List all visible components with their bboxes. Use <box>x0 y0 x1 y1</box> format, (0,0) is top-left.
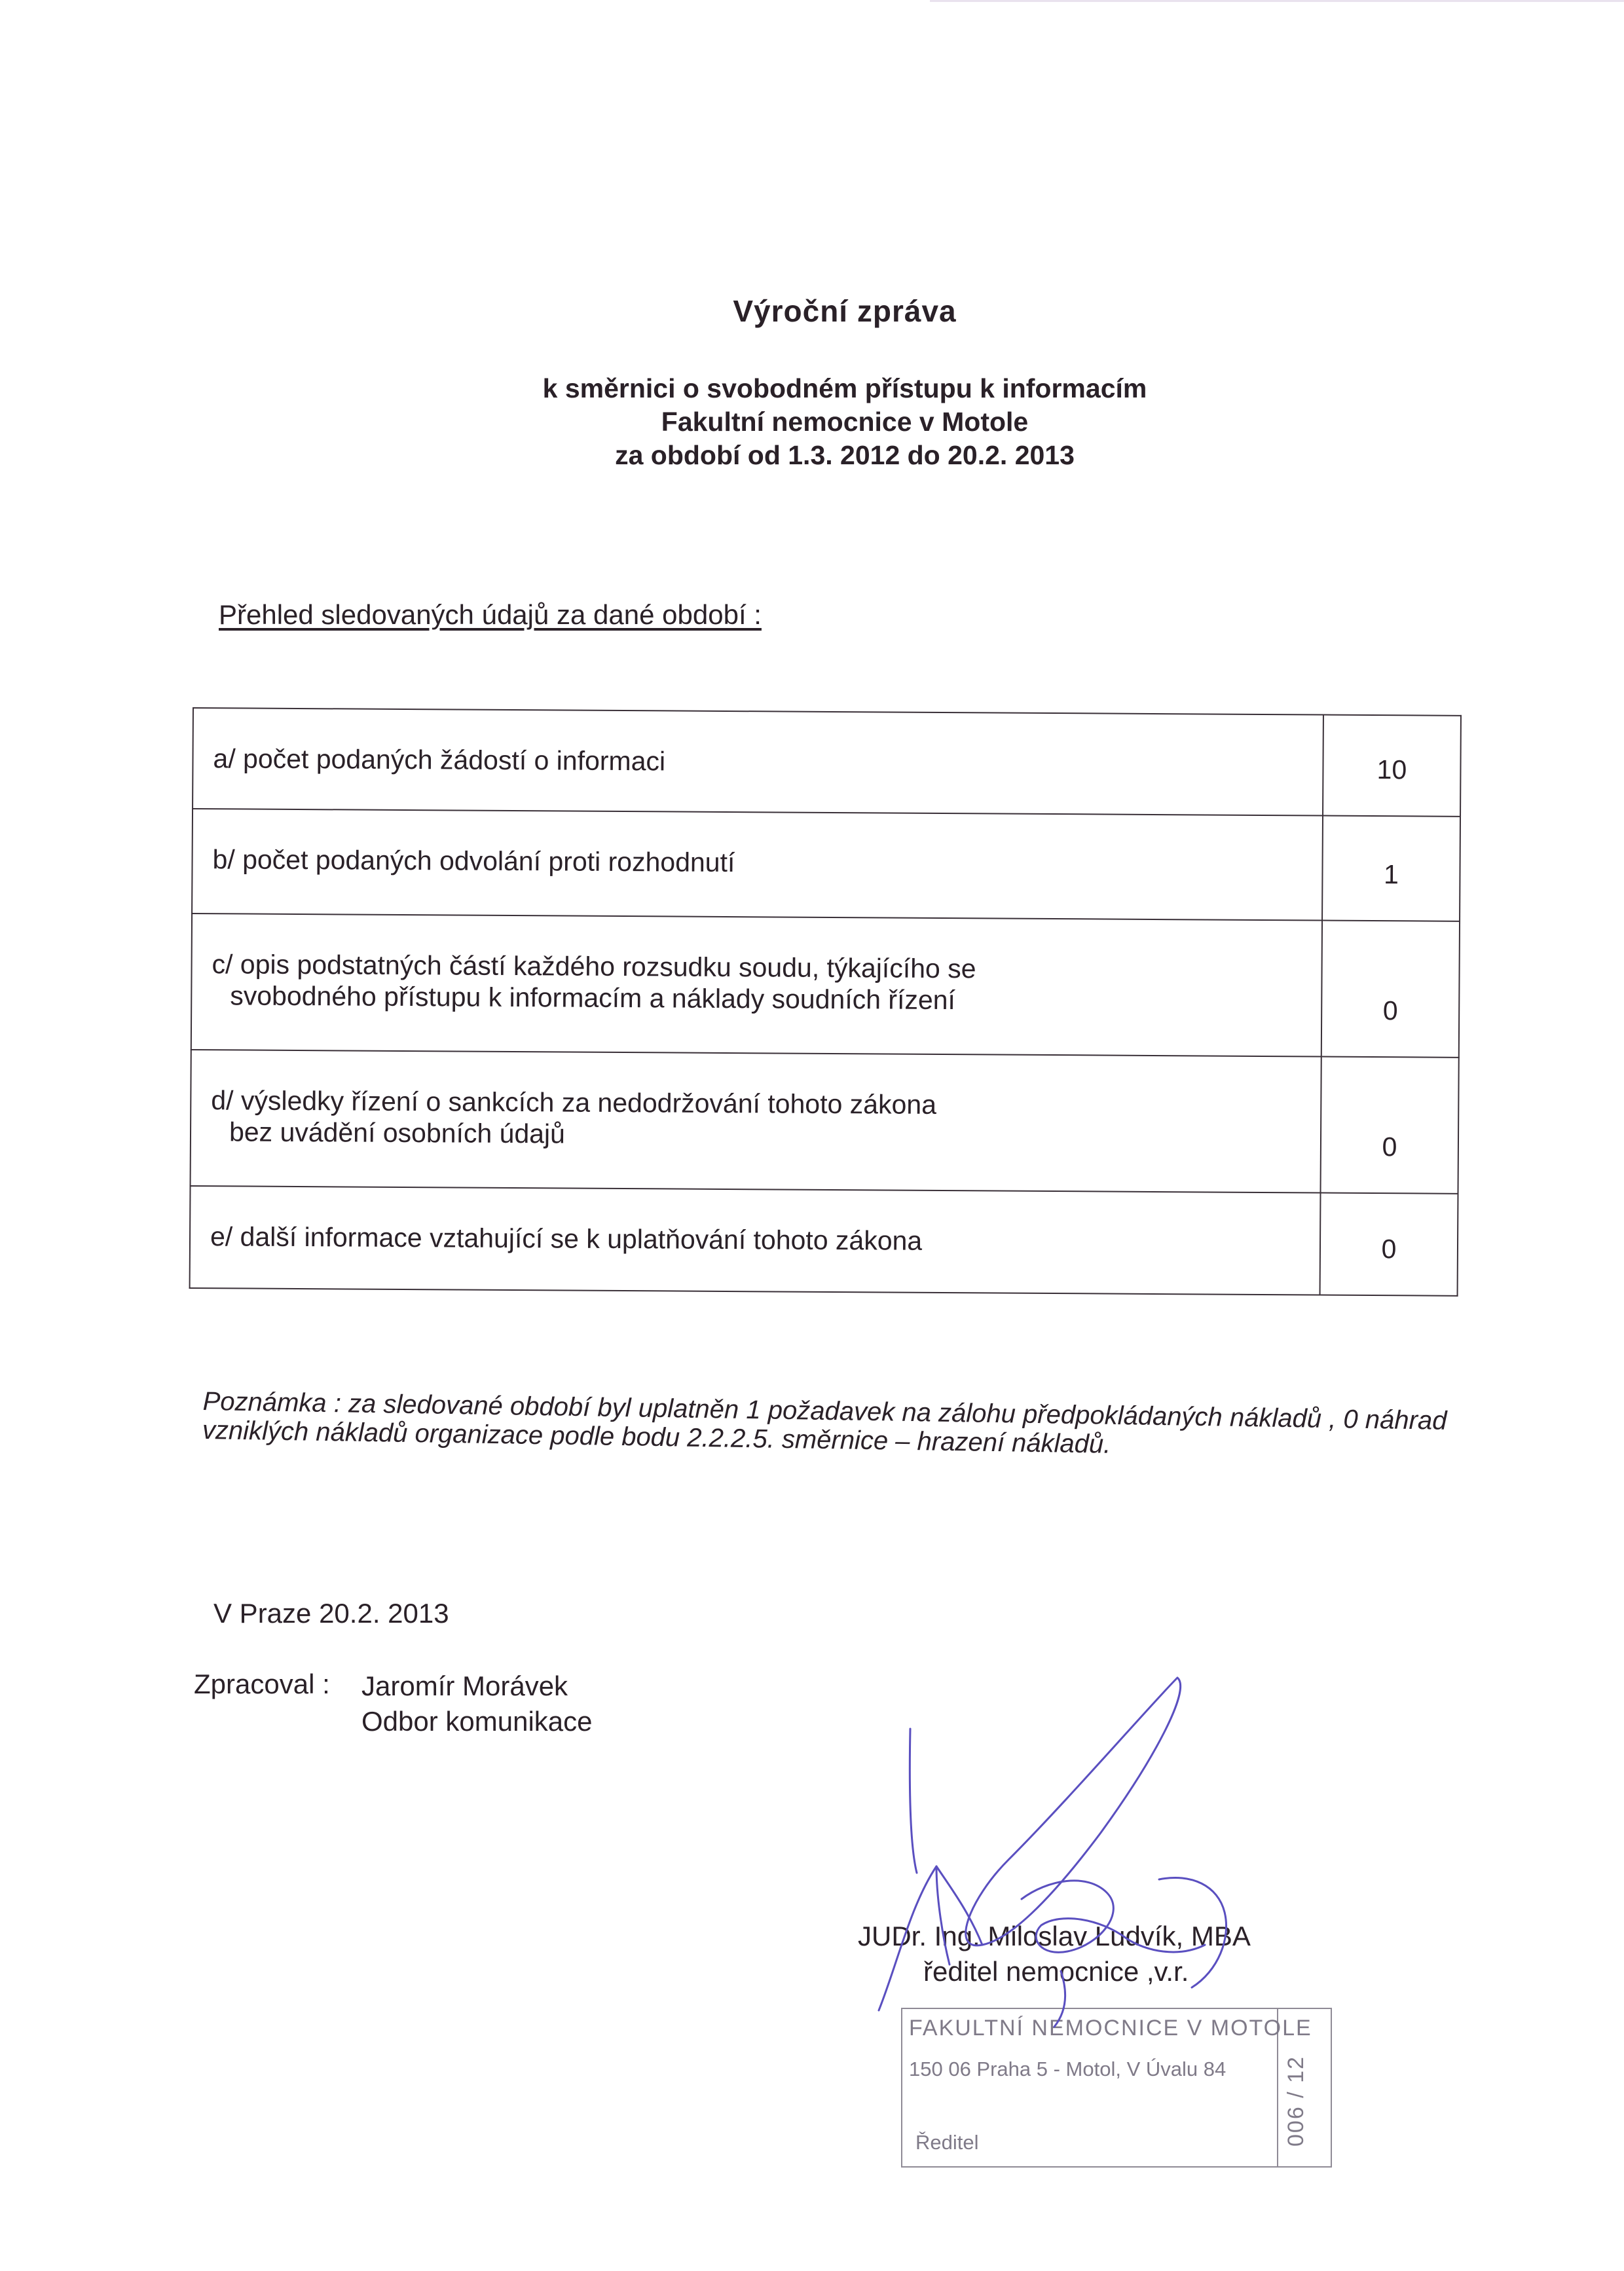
table-row <box>192 809 1460 921</box>
preparer-name: Jaromír Morávek <box>361 1671 568 1701</box>
row-value: 0 <box>1320 1193 1458 1296</box>
note: Poznámka : za sledované období byl uplatněn 1 požadavek na zálohu předpokládaných nákladů , 0 náhrad vzniklých nákladů organizace podle bodu 2.2.2.5. směrnice – hrazení nákladů. <box>202 1387 1447 1459</box>
subtitle-line-3: za období od 1.3. 2012 do 20.2. 2013 <box>615 440 1075 470</box>
director-name: JUDr. Ing. Miloslav Ludvík, MBA <box>858 1921 1251 1951</box>
stamp-line-1: FAKULTNÍ NEMOCNICE V MOTOLE <box>909 2016 1312 2040</box>
table-row <box>193 708 1461 817</box>
scan-edge-line <box>930 0 1624 2</box>
row-label: e/ další informace vztahující se k uplatňování tohoto zákona <box>190 1186 1321 1295</box>
statistics-table <box>189 707 1462 1297</box>
row-label: d/ výsledky řízení o sankcích za nedodržování tohoto zákona bez uvádění osobních údajů <box>191 1050 1321 1193</box>
official-stamp <box>901 2008 1332 2168</box>
director-role: ředitel nemocnice ,v.r. <box>923 1956 1189 1987</box>
table-row <box>190 1186 1458 1296</box>
stamp-line-2: 150 06 Praha 5 - Motol, V Úvalu 84 <box>909 2058 1227 2080</box>
preparer-department: Odbor komunikace <box>361 1706 593 1737</box>
row-value: 0 <box>1321 1057 1459 1194</box>
row-value: 10 <box>1323 715 1461 817</box>
stamp-number: 006 / 12 <box>1283 2056 1308 2147</box>
stamp-line-3: Ředitel <box>915 2131 979 2154</box>
overview-heading: Přehled sledovaných údajů za dané období : <box>219 599 762 630</box>
place-date: V Praze 20.2. 2013 <box>213 1598 449 1629</box>
subtitle <box>0 372 1624 472</box>
row-label: c/ opis podstatných částí každého rozsudku soudu, týkajícího se svobodného přístupu k informacím a náklady soudních řízení <box>191 914 1322 1057</box>
row-value: 0 <box>1321 921 1460 1058</box>
subtitle-line-2: Fakultní nemocnice v Motole <box>661 407 1029 437</box>
subtitle-line-1: k směrnici o svobodném přístupu k informacím <box>542 373 1147 403</box>
row-label: b/ počet podaných odvolání proti rozhodnutí <box>192 809 1323 921</box>
row-value: 1 <box>1322 816 1460 921</box>
table-row <box>191 914 1460 1058</box>
handwritten-signature <box>851 1663 1270 2030</box>
prepared-by <box>361 1669 593 1739</box>
table-row <box>191 1050 1459 1194</box>
prepared-by-label: Zpracoval : <box>194 1669 330 1699</box>
row-label: a/ počet podaných žádostí o informaci <box>193 708 1323 816</box>
page-title: Výroční zpráva <box>733 294 957 328</box>
